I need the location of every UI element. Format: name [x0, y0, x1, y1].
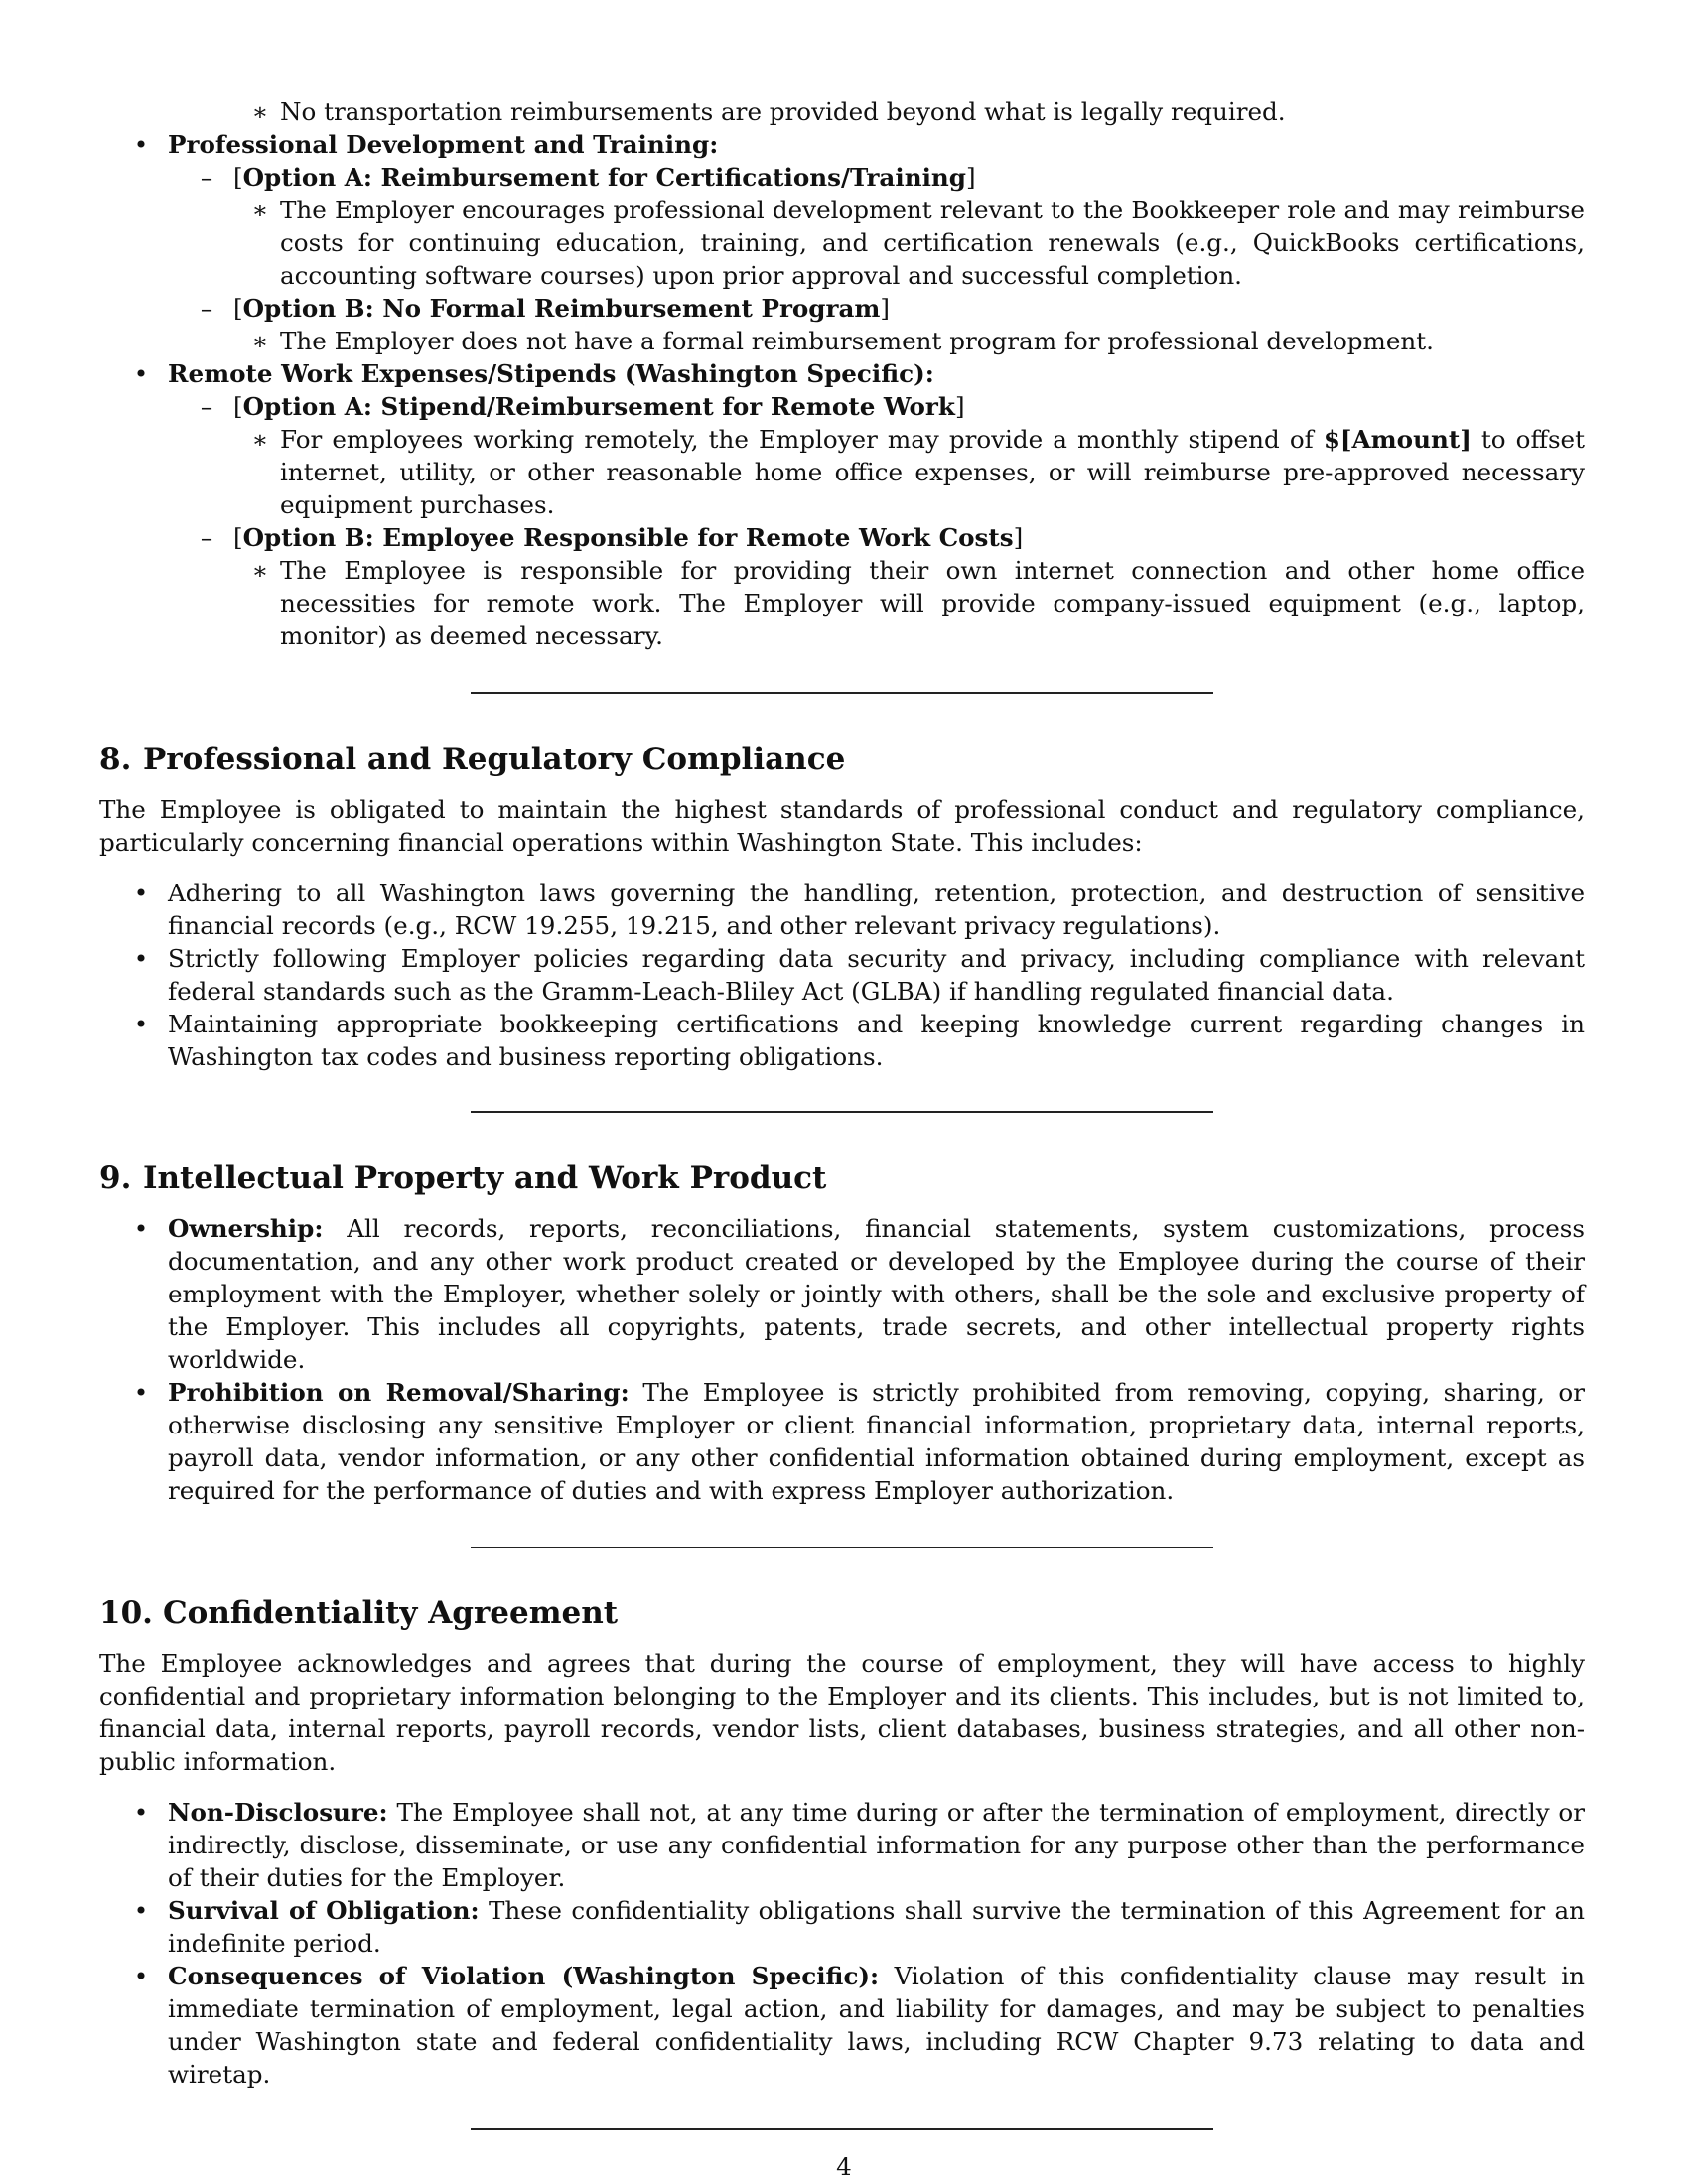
option-label: Option B: Employee Responsible for Remote Work Costs: [242, 523, 1014, 552]
option-label: Option A: Stipend/Reimbursement for Remote Work: [242, 392, 955, 421]
bullet-marker: •: [133, 879, 149, 907]
dash-marker: –: [200, 294, 213, 323]
section-heading-10: [99, 1593, 1585, 1633]
list-item: [99, 325, 1585, 357]
list-item-option: – [Option A: Reimbursement for Certifications/Training]: [99, 161, 1585, 194]
list-item-remote-work: [99, 357, 1585, 390]
stipend-amount-placeholder: $[Amount]: [1323, 425, 1472, 454]
list-item-option: – [Option B: No Formal Reimbursement Program]: [99, 292, 1585, 325]
list-item: • Adhering to all Washington laws governing the handling, retention, protection, and destruction of sensitive financial records (e.g., RCW 19.255, 19.215, and other relevant privacy regulations).: [99, 877, 1585, 942]
bullet-marker: •: [133, 1377, 149, 1407]
bullet-marker: •: [133, 944, 149, 973]
section-number: 8.: [99, 742, 132, 777]
bullet-marker: •: [133, 1010, 149, 1038]
ip-list: [99, 1212, 1585, 1507]
list-item: [99, 554, 1585, 652]
section-title: Professional and Regulatory Compliance: [143, 742, 846, 777]
list-item: • Consequences of Violation (Washington Specific): Violation of this confidentiality clause may result in immediate termination of employment, legal action, and liability for damages, and may be subject to penalties under Washington state and federal confidentiality laws, including RCW Chapter 9.73 relating to data and wiretap.: [99, 1960, 1585, 2091]
asterisk-marker: ∗: [251, 97, 269, 126]
bullet-marker: •: [133, 1798, 149, 1827]
list-item: • Strictly following Employer policies regarding data security and privacy, including compliance with relevant federal standards such as the Gramm-Leach-Bliley Act (GLBA) if handling regulated financial data.: [99, 942, 1585, 1008]
asterisk-marker: ∗: [251, 196, 269, 224]
list-item-option: – [Option A: Stipend/Reimbursement for Remote Work]: [99, 390, 1585, 423]
compliance-list: [99, 877, 1585, 1073]
list-item: [99, 194, 1585, 292]
bullet-marker: •: [133, 130, 149, 159]
dash-marker: –: [200, 392, 213, 421]
list-item: [99, 423, 1585, 521]
option-text-pre: For employees working remotely, the Employer may provide a monthly stipend of: [280, 425, 1314, 454]
transport-note: No transportation reimbursements are provided beyond what is legally required.: [280, 97, 1286, 126]
section-intro: The Employee acknowledges and agrees that during the course of employment, they will have access to highly confidential and proprietary information belonging to the Employer and its clients. This includes, but is not limited to, financial data, internal reports, payroll records, vendor lists, client databases, business strategies, and all other non-public information.: [99, 1649, 1585, 1776]
document-page: [99, 95, 1585, 2130]
bullet-marker: •: [133, 359, 149, 388]
section-title: Confidentiality Agreement: [163, 1595, 619, 1631]
section-intro: The Employee is obligated to maintain the highest standards of professional conduct and regulatory compliance, particularly concerning financial operations within Washington State. This includes:: [99, 795, 1585, 857]
option-text: The Employer encourages professional development relevant to the Bookkeeper role and may reimburse costs for continuing education, training, and certification renewals (e.g., QuickBooks certifications, accounting software courses) upon prior approval and successful completion.: [280, 196, 1585, 290]
item-title: Professional Development and Training:: [168, 130, 719, 159]
bullet-marker: •: [133, 1896, 149, 1925]
page-number: 4: [836, 2152, 852, 2181]
option-label: Option A: Reimbursement for Certifications/Training: [242, 163, 966, 192]
list-item: [99, 95, 1585, 128]
bullet-marker: •: [133, 1213, 149, 1243]
list-item: • Non-Disclosure: The Employee shall not, at any time during or after the termination of employment, directly or indirectly, disclose, disseminate, or use any confidential information for any purpose other than the performance of their duties for the Employer.: [99, 1796, 1585, 1894]
option-text: The Employee is responsible for providing their own internet connection and other home office necessities for remote work. The Employer will provide company-issued equipment (e.g., laptop, monitor) as deemed necessary.: [280, 556, 1585, 650]
asterisk-marker: ∗: [251, 425, 269, 454]
list-item: • Survival of Obligation: These confidentiality obligations shall survive the termination of this Agreement for an indefinite period.: [99, 1894, 1585, 1960]
dash-marker: –: [200, 523, 213, 552]
section-heading-8: [99, 740, 1585, 779]
benefits-list-continued: [99, 95, 1585, 652]
section-title: Intellectual Property and Work Product: [143, 1160, 827, 1196]
section-number: 10.: [99, 1595, 153, 1631]
bullet-marker: •: [133, 1962, 149, 1990]
asterisk-marker: ∗: [251, 556, 269, 585]
option-label: Option B: No Formal Reimbursement Program: [242, 294, 881, 323]
section-number: 9.: [99, 1160, 132, 1196]
asterisk-marker: ∗: [251, 327, 269, 355]
list-item: • Maintaining appropriate bookkeeping certifications and keeping knowledge current regarding changes in Washington tax codes and business reporting obligations.: [99, 1008, 1585, 1073]
option-text: The Employer does not have a formal reimbursement program for professional development.: [280, 327, 1434, 355]
confidentiality-list: [99, 1796, 1585, 2091]
list-item-option: – [Option B: Employee Responsible for Remote Work Costs]: [99, 521, 1585, 554]
list-item-professional-development: [99, 128, 1585, 161]
list-item: • Prohibition on Removal/Sharing: The Employee is strictly prohibited from removing, copying, sharing, or otherwise disclosing any sensitive Employer or client financial information, proprietary data, internal reports, payroll data, vendor information, or any other confidential information obtained during employment, except as required for the performance of duties and with express Employer authorization.: [99, 1376, 1585, 1507]
list-item: • Ownership: All records, reports, reconciliations, financial statements, system customizations, process documentation, and any other work product created or developed by the Employee during the course of their employment with the Employer, whether solely or jointly with others, shall be the sole and exclusive property of the Employer. This includes all copyrights, patents, trade secrets, and other intellectual property rights worldwide.: [99, 1212, 1585, 1376]
option-text-post: to offset internet, utility, or other reasonable home office expenses, or will reimburse pre-approved necessary equipment purchases.: [280, 425, 1585, 519]
section-heading-9: [99, 1159, 1585, 1198]
dash-marker: –: [200, 163, 213, 192]
item-title: Remote Work Expenses/Stipends (Washington Specific):: [168, 359, 934, 388]
section-divider: [471, 2128, 1213, 2130]
